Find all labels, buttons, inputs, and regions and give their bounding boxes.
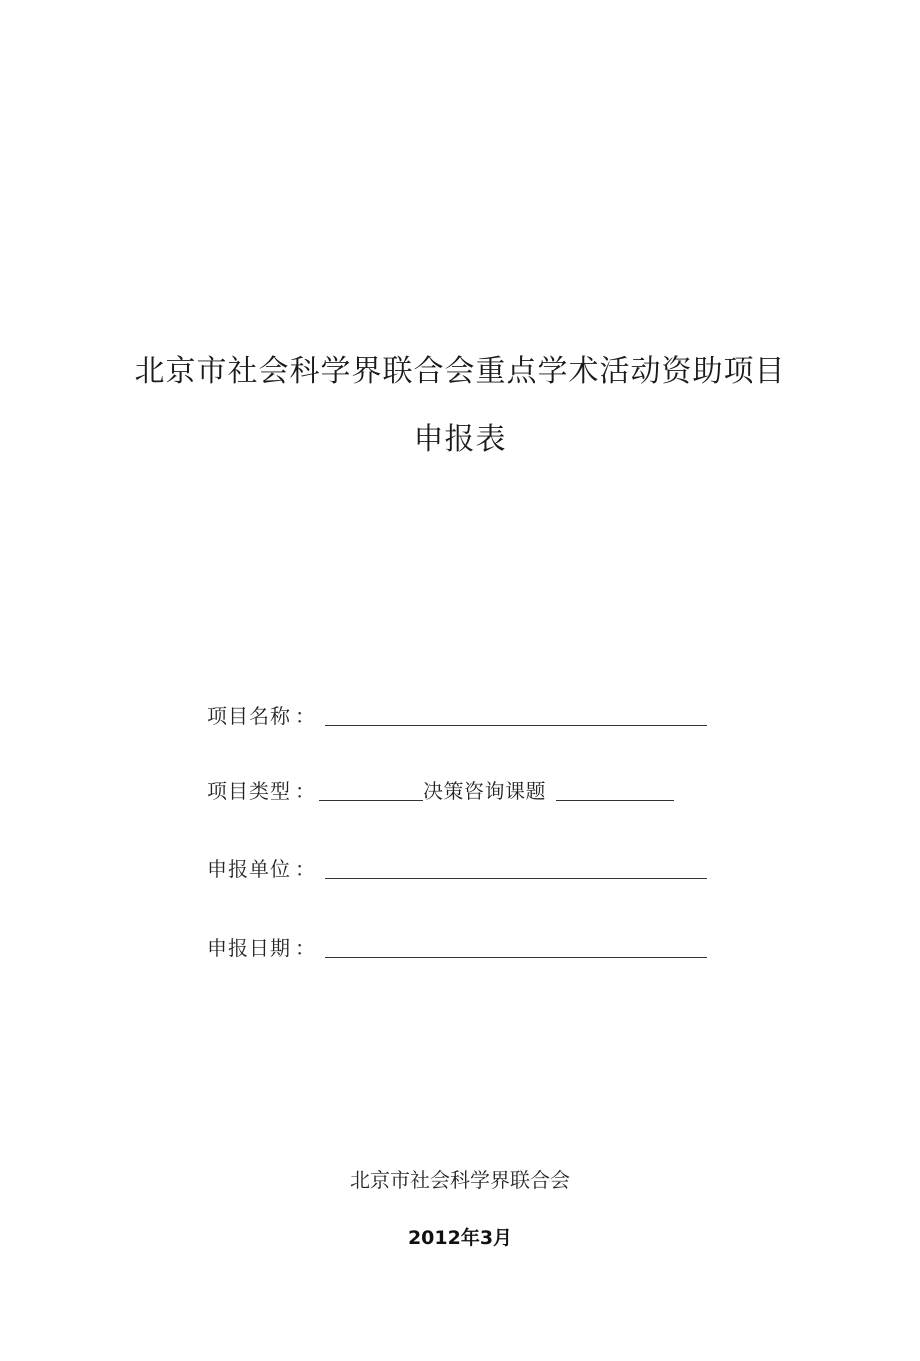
- project-type-blank-pre[interactable]: [319, 799, 423, 801]
- project-name-field: [207, 697, 707, 729]
- application-date-field: [207, 929, 707, 961]
- project-name-colon: ：: [295, 704, 315, 728]
- project-type-label: 项目类型: [207, 779, 291, 803]
- footer-date: 2012年3月: [407, 1227, 513, 1249]
- project-type-value: 决策咨询课题: [423, 779, 546, 803]
- project-type-blank-post[interactable]: [556, 799, 674, 801]
- project-name-blank[interactable]: [325, 724, 707, 726]
- document-title: 北京市社会科学界联合会重点学术活动资助项目: [134, 354, 786, 389]
- application-date-label: 申报日期: [207, 936, 291, 960]
- application-date-colon: ：: [295, 936, 315, 960]
- applicant-unit-label: 申报单位: [207, 857, 291, 881]
- applicant-unit-field: [207, 850, 707, 882]
- applicant-unit-colon: ：: [295, 857, 315, 881]
- footer-organization: 北京市社会科学界联合会: [350, 1168, 570, 1192]
- applicant-unit-blank[interactable]: [325, 877, 707, 879]
- project-name-label: 项目名称: [207, 704, 291, 728]
- document-subtitle: 申报表: [413, 422, 507, 457]
- project-type-field: [207, 772, 674, 804]
- project-type-colon: ：: [295, 779, 315, 803]
- application-date-blank[interactable]: [325, 956, 707, 958]
